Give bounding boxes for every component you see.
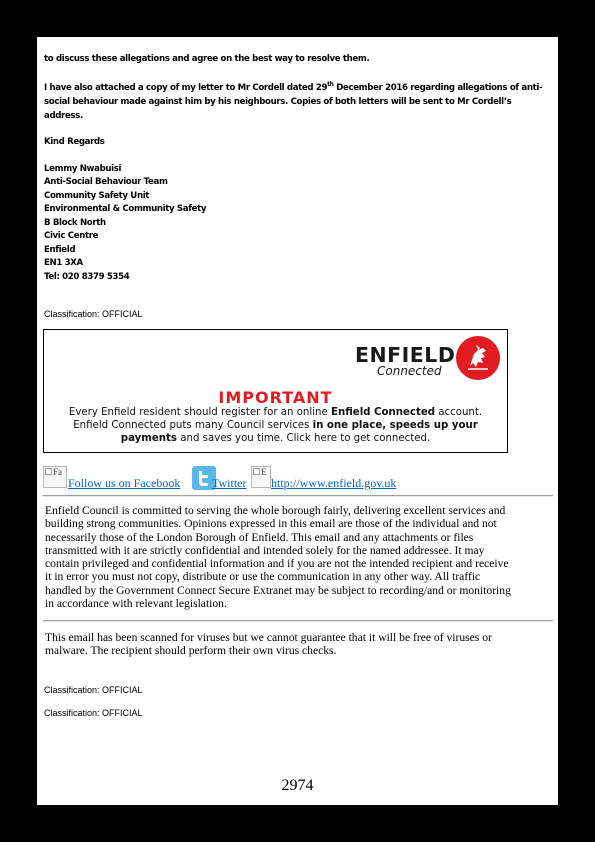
enfield-connected-banner[interactable] — [43, 329, 508, 453]
document-page — [37, 37, 558, 805]
disclaimer-line: necessarily those of the London Borough of Enfield. This email and any attachments or files — [45, 530, 474, 544]
virus-notice-paragraph — [45, 631, 550, 658]
attach-text-post: December 2016 regarding allegations of anti- — [333, 83, 543, 93]
attach-text-pre: I have also attached a copy of my letter to Mr Cordell dated 29 — [44, 83, 328, 93]
broken-image-icon — [253, 468, 260, 475]
virus-notice-line: malware. The recipient should perform their own virus checks. — [45, 644, 337, 658]
banner-line-1-bold: Enfield Connected — [331, 407, 436, 418]
signature-dept: Environmental & Community Safety — [44, 204, 207, 214]
website-icon[interactable] — [251, 466, 271, 488]
email-attach-line-3: address. — [44, 111, 83, 121]
attach-text-sup: th — [327, 81, 334, 88]
twitter-link[interactable]: Twitter — [212, 476, 247, 490]
banner-line-1-pre: Every Enfield resident should register for an online — [68, 407, 332, 418]
signature-postcode: EN1 3XA — [44, 258, 83, 268]
signature-unit: Community Safety Unit — [44, 191, 150, 201]
website-link[interactable]: http://www.enfield.gov.uk — [271, 476, 397, 490]
signature-building: Civic Centre — [44, 231, 99, 241]
signature-block: B Block North — [44, 218, 106, 228]
disclaimer-line: handled by the Government Connect Secure Extranet may be subject to recording/and or monitoring — [45, 583, 511, 597]
classification-label: Classification: OFFICIAL — [44, 685, 143, 695]
disclaimer-line: contain privileged and confidential information and if you are not the intended recipient and receive — [45, 557, 509, 571]
facebook-icon[interactable] — [43, 466, 67, 488]
signature-name: Lemmy Nwabuisi — [44, 164, 122, 174]
signature-town: Enfield — [44, 245, 76, 255]
banner-line-2-pre: Enfield Connected puts many Council services — [73, 420, 313, 431]
banner-line-2-bold: in one place, speeds up your — [312, 420, 478, 431]
disclaimer-line: building strong communities. Opinions expressed in this email are those of the individual and not — [45, 517, 497, 531]
social-links-row — [43, 466, 443, 490]
facebook-link[interactable]: Follow us on Facebook — [68, 476, 181, 490]
email-attach-line-1 — [44, 83, 542, 93]
banner-line-3-post: and saves you time. Click here to get connected. — [177, 433, 431, 444]
email-attach-line-2: social behaviour made against him by his neighbours. Copies of both letters will be sent to Mr Cordell’s — [44, 97, 512, 107]
virus-notice-line: This email has been scanned for viruses but we cannot guarantee that it will be free of viruses or — [45, 631, 492, 644]
disclaimer-line: transmitted with it are strictly confidential and intended solely for the named addressee. It may — [45, 543, 485, 557]
disclaimer-paragraph — [45, 504, 550, 610]
classification-label: Classification: OFFICIAL — [44, 708, 143, 718]
signature-team: Anti-Social Behaviour Team — [44, 177, 168, 187]
broken-image-icon — [45, 468, 52, 475]
disclaimer-line: it in error you must not copy, distribute or use the communication in any other way. All traffic — [45, 570, 481, 584]
banner-line-3-bold: payments — [120, 433, 177, 444]
enfield-dragon-logo-icon — [456, 336, 500, 380]
banner-line-1 — [44, 407, 507, 418]
facebook-image-alt: Fa — [53, 467, 62, 477]
divider — [43, 495, 553, 497]
classification-label: Classification: OFFICIAL — [44, 309, 143, 319]
divider — [43, 620, 553, 622]
email-closing: Kind Regards — [44, 137, 105, 147]
banner-line-2 — [44, 420, 507, 431]
enfield-logo-word: ENFIELD — [355, 343, 456, 367]
disclaimer-line: in accordance with relevant legislation. — [45, 597, 227, 611]
banner-line-1-post: account. — [435, 407, 483, 418]
page-number: 2974 — [281, 777, 314, 794]
disclaimer-line: Enfield Council is committed to serving the whole borough fairly, delivering excellent services and — [45, 504, 506, 517]
email-line-discuss: to discuss these allegations and agree on the best way to resolve them. — [44, 54, 370, 64]
enfield-logo-sub: Connected — [377, 364, 442, 378]
website-image-alt: E — [261, 467, 267, 477]
signature-phone: Tel: 020 8379 5354 — [44, 272, 130, 282]
banner-line-3 — [44, 433, 507, 444]
important-heading: IMPORTANT — [218, 388, 333, 407]
